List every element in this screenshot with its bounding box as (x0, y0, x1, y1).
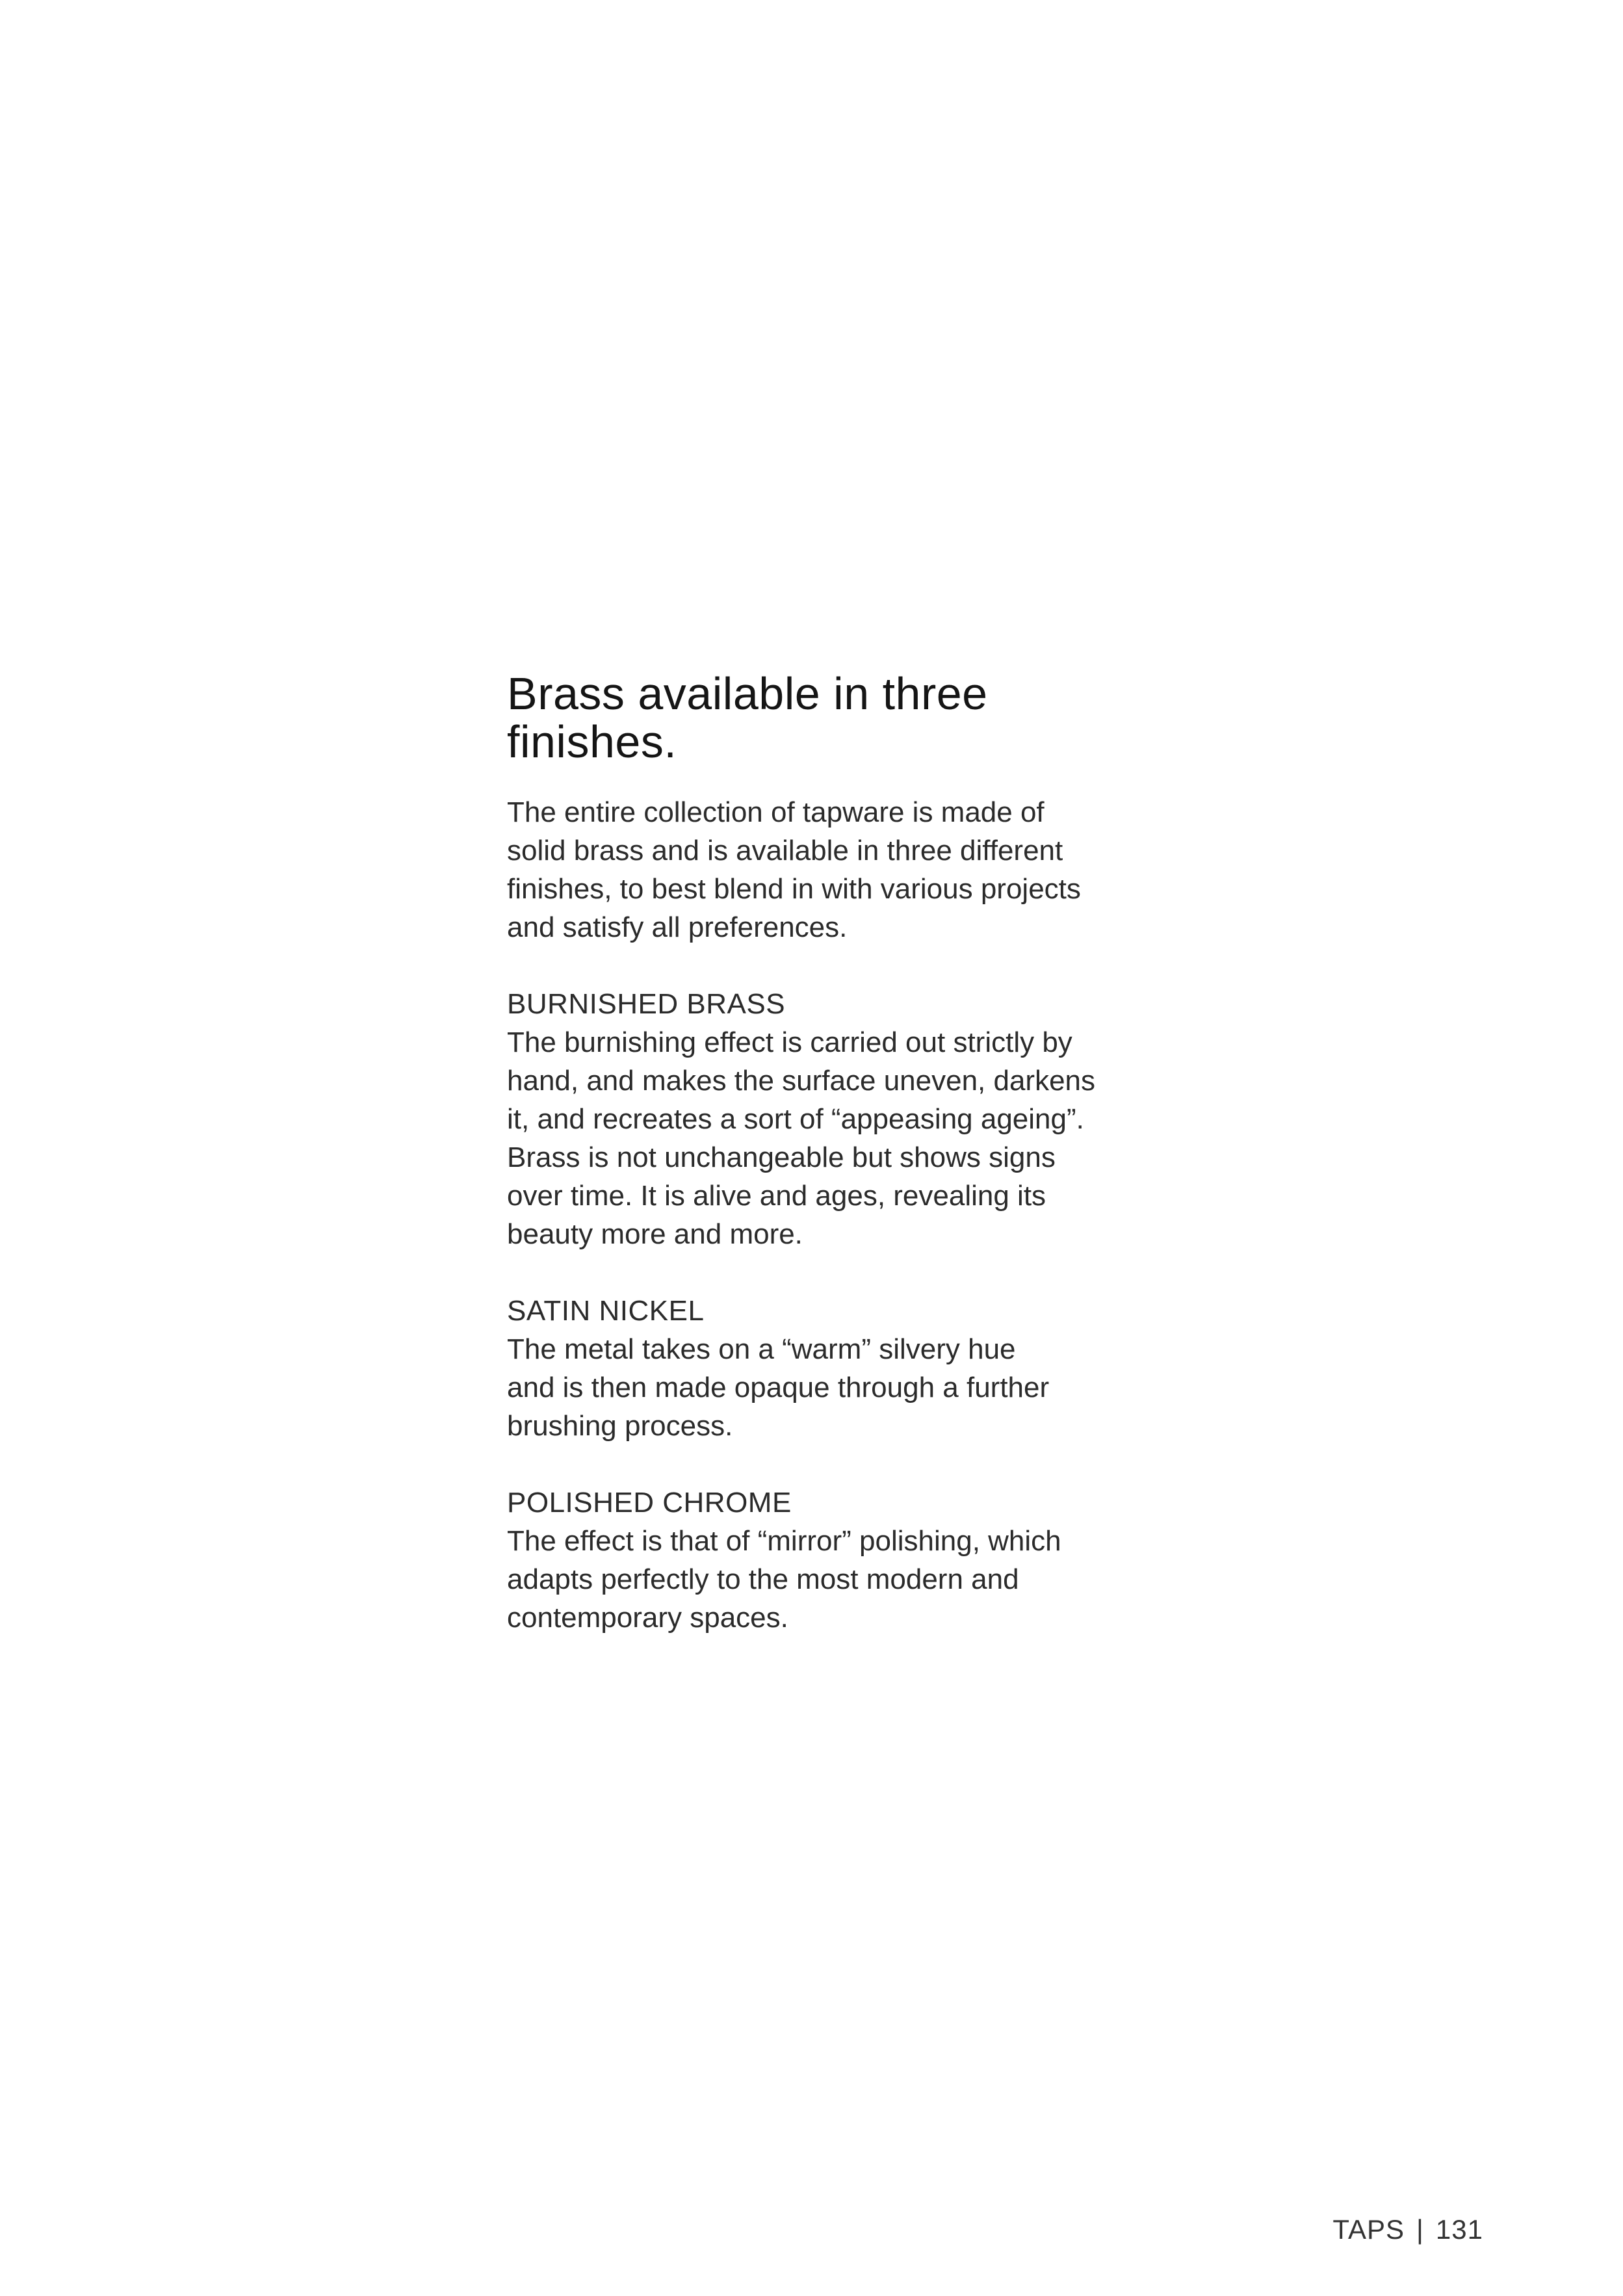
finish-satin-nickel (507, 1292, 1157, 1445)
page-title (507, 670, 1157, 766)
finish-line: over time. It is alive and ages, revealing its (507, 1180, 1046, 1212)
finish-line: beauty more and more. (507, 1218, 803, 1250)
finish-line: Brass is not unchangeable but shows signs (507, 1141, 1056, 1173)
finish-line: it, and recreates a sort of “appeasing ageing”. (507, 1103, 1084, 1135)
intro-line: The entire collection of tapware is made of (507, 796, 1045, 828)
intro-paragraph (507, 793, 1157, 946)
article (507, 670, 1157, 1637)
intro-line: and satisfy all preferences. (507, 911, 848, 943)
finish-heading: POLISHED CHROME (507, 1487, 792, 1519)
finish-line: and is then made opaque through a further (507, 1372, 1050, 1403)
finish-heading: BURNISHED BRASS (507, 988, 786, 1020)
title-line: Brass available in three (507, 668, 988, 719)
finish-line: hand, and makes the surface uneven, darkens (507, 1065, 1096, 1097)
page-footer (1332, 2213, 1483, 2246)
finish-heading: SATIN NICKEL (507, 1295, 705, 1327)
intro-line: finishes, to best blend in with various projects (507, 873, 1081, 905)
finish-line: The burnishing effect is carried out strictly by (507, 1026, 1072, 1058)
finish-line: brushing process. (507, 1410, 733, 1442)
title-line: finishes. (507, 716, 677, 767)
finish-line: contemporary spaces. (507, 1602, 788, 1634)
finish-burnished-brass (507, 985, 1157, 1253)
finish-line: The metal takes on a “warm” silvery hue (507, 1333, 1016, 1365)
finish-polished-chrome (507, 1483, 1157, 1637)
page-number: 131 (1435, 2214, 1483, 2245)
finish-line: The effect is that of “mirror” polishing, which (507, 1525, 1061, 1557)
finish-line: adapts perfectly to the most modern and (507, 1563, 1019, 1595)
intro-line: solid brass and is available in three different (507, 835, 1063, 867)
section-label: TAPS (1332, 2214, 1405, 2245)
footer-separator: | (1416, 2214, 1424, 2245)
